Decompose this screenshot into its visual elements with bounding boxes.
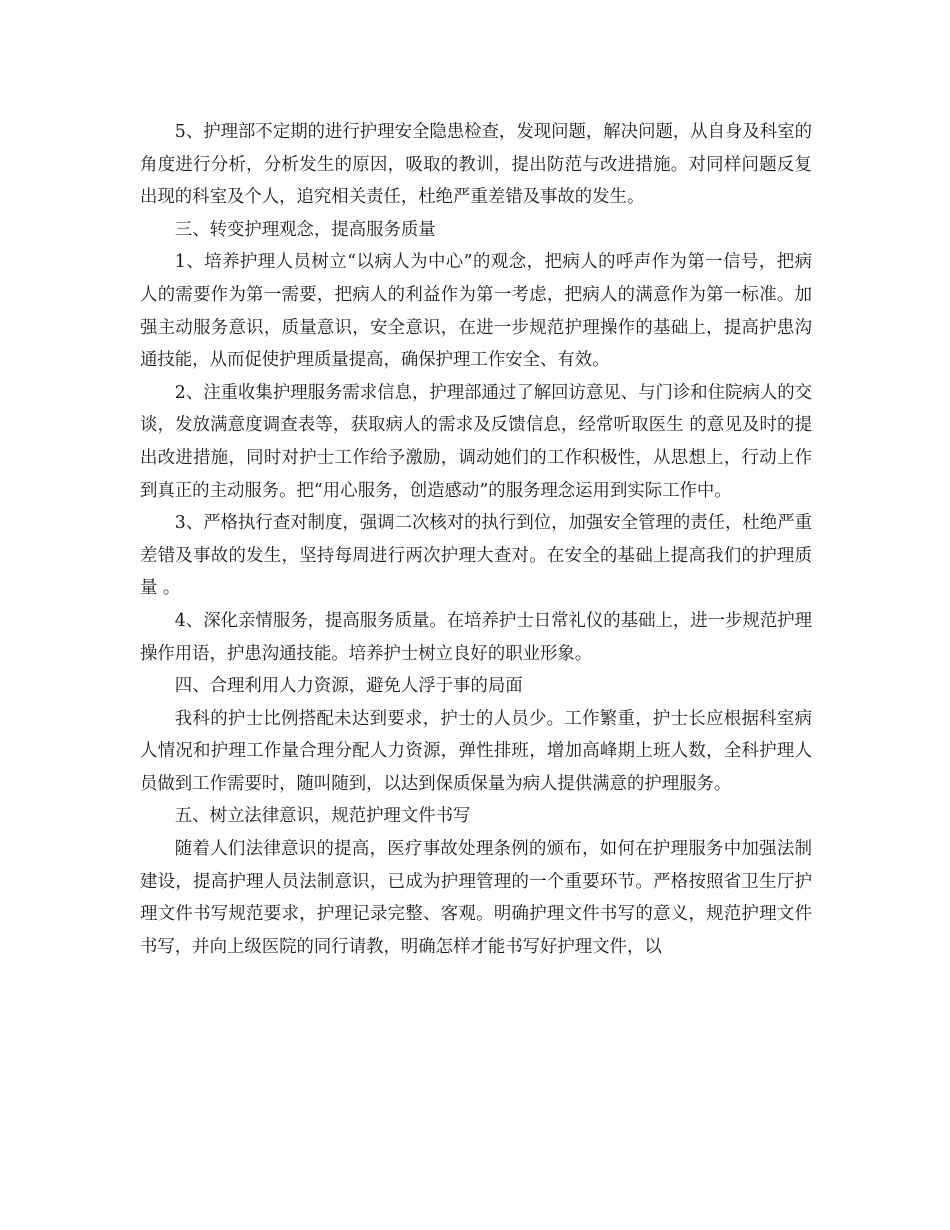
document-body	[140, 116, 812, 963]
section-heading-5: 五、树立法律意识，规范护理文件书写	[174, 806, 471, 827]
paragraph-legal: 随着人们法律意识的提高，医疗事故处理条例的颁布，如何在护理服务中加强法制建设，提高护理人员法制意识，已成为护理管理的一个重要环节。严格按照省卫生厅护理文件书写规范要求，护理记录完整、客观。明确护理文件书写的意义，规范护理文件书写，并向上级医院的同行请教，明确怎样才能书写好护理文件，以	[140, 839, 812, 957]
paragraph-item-4: 4、深化亲情服务，提高服务质量。在培养护士日常礼仪的基础上，进一步规范护理操作用语，护患沟通技能。培养护士树立良好的职业形象。	[140, 610, 812, 664]
paragraph-item-2: 2、注重收集护理服务需求信息，护理部通过了解回访意见、与门诊和住院病人的交谈，发放满意度调查表等，获取病人的需求及反馈信息，经常听取医生 的意见及时的提出改进措施，同时对护士工作给予激励，调动她们的工作积极性，从思想上，行动上作到真正的主动服务。把“用心服务，创造感动”的服务理念运用到实际工作中。	[140, 382, 812, 501]
section-heading-3: 三、转变护理观念，提高服务质量	[174, 219, 436, 240]
paragraph-item-3: 3、严格执行查对制度，强调二次核对的执行到位，加强安全管理的责任，杜绝严重差错及事故的发生，坚持每周进行两次护理大查对。在安全的基础上提高我们的护理质量 。	[140, 513, 812, 599]
section-heading-4: 四、合理利用人力资源，避免人浮于事的局面	[174, 676, 523, 697]
paragraph-item-1: 1、培养护理人员树立“以病人为中心”的观念，把病人的呼声作为第一信号，把病人的需要作为第一需要，把病人的利益作为第一考虑，把病人的满意作为第一标准。加强主动服务意识，质量意识，安全意识，在进一步规范护理操作的基础上，提高护患沟通技能，从而促使护理质量提高，确保护理工作安全、有效。	[140, 252, 812, 371]
paragraph-item-5: 5、护理部不定期的进行护理安全隐患检查，发现问题，解决问题，从自身及科室的角度进行分析，分析发生的原因，吸取的教训，提出防范与改进措施。对同样问题反复出现的科室及个人，追究相关责任，杜绝严重差错及事故的发生。	[140, 122, 812, 208]
paragraph-staffing: 我科的护士比例搭配未达到要求，护士的人员少。工作繁重，护士长应根据科室病人情况和护理工作量合理分配人力资源，弹性排班，增加高峰期上班人数，全科护理人员做到工作需要时，随叫随到，以达到保质保量为病人提供满意的护理服务。	[140, 708, 812, 794]
